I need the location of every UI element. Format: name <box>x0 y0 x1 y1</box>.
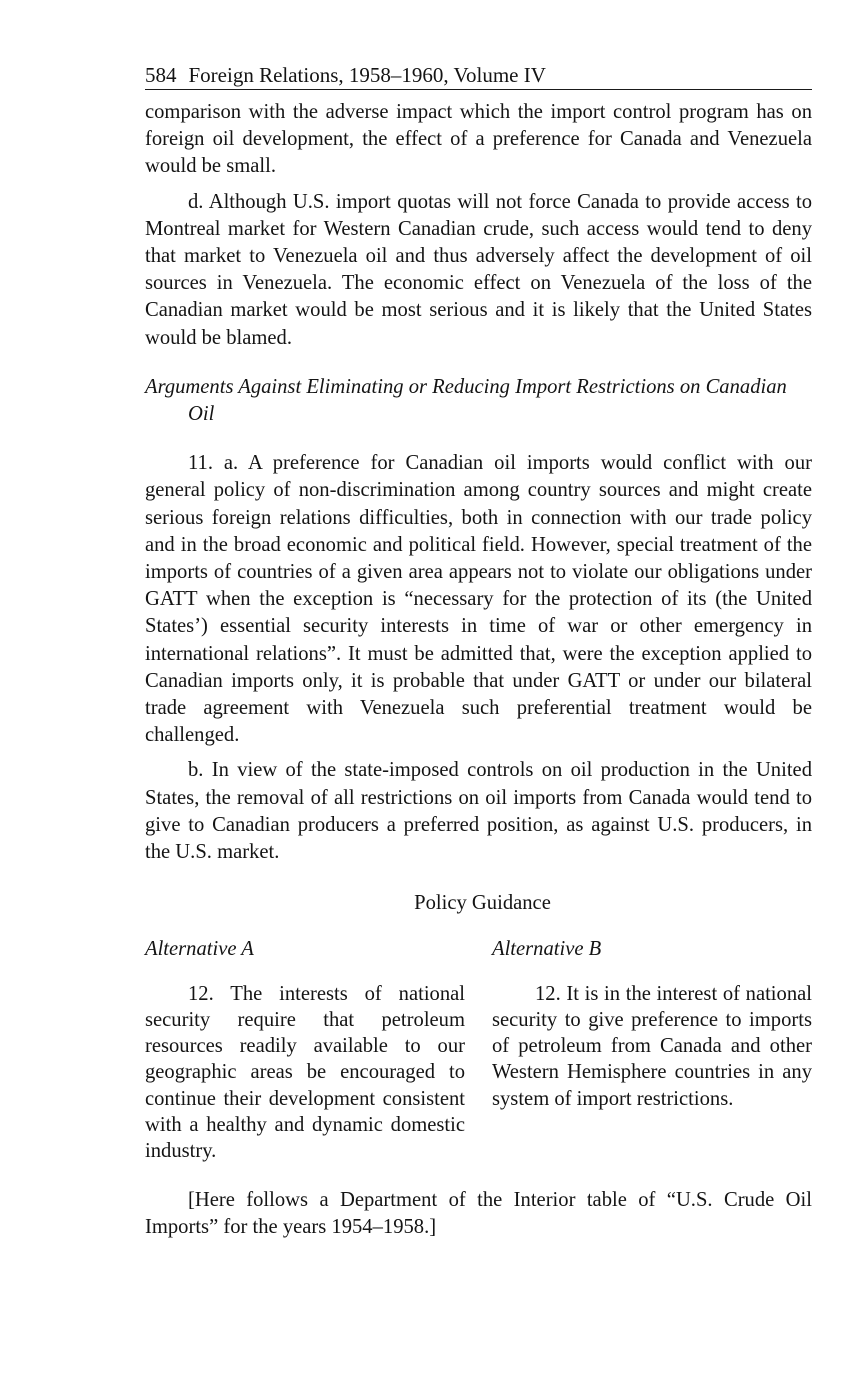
alternative-b-title: Alternative B <box>492 938 602 961</box>
section-heading: Arguments Against Eliminating or Reducing Import Restrictions on Canadian Oil <box>145 375 787 426</box>
paragraph-11b: b. In view of the state-imposed controls on oil production in the United States, the removal of all restrictions on oil imports from Canada would tend to give to Canadian producers a preferred position, as against U.S. producers, in the U.S. market. <box>145 759 812 864</box>
alternative-a-column <box>145 936 465 1164</box>
alternatives-columns <box>145 936 812 1164</box>
paragraph-d: d. Although U.S. import quotas will not force Canada to provide access to Montreal market for Western Canadian crude, such access would tend to deny that market to Venezuela oil and thus adversely affect the development of oil sources in Venezuela. The economic effect on Venezuela of the loss of the Canadian market would be most serious and it is likely that the United States would be blamed. <box>145 190 812 349</box>
alternative-a-title: Alternative A <box>145 938 254 961</box>
paragraph-continuation: comparison with the adverse impact which the import control program has on foreign oil development, the effect of a preference for Canada and Venezuela would be small. <box>145 101 812 178</box>
series-title: Foreign Relations, 1958–1960, Volume IV <box>188 63 546 87</box>
editorial-note: [Here follows a Department of the Interior table of “U.S. Crude Oil Imports” for the years 1954–1958.] <box>145 1189 812 1239</box>
policy-guidance-heading: Policy Guidance <box>414 892 551 915</box>
alternative-b-column <box>492 936 812 1164</box>
paragraph-11a: 11. a. A preference for Canadian oil imports would conflict with our general policy of non-discrimination among country sources and might create serious foreign relations difficulties, both in connection with our trade policy and in the broad economic and political field. However, special treatment of the imports of countries of a given area appears not to violate our obligations under GATT when the exception is “necessary for the protection of its (the United States’) essential security interests in time of war or other emergency in international relations”. It must be admitted that, were the exception applied to Canadian imports only, it is probable that under GATT or under our bilateral trade agreement with Venezuela such preferential treatment would be challenged. <box>145 452 812 747</box>
page-number: 584 <box>145 63 177 87</box>
running-head <box>145 62 812 90</box>
document-page <box>145 62 812 1242</box>
alternative-b-text: 12. It is in the interest of national security to give preference to imports of petroleum from Canada and other Western Hemisphere countries in any system of import restrictions. <box>492 982 812 1110</box>
alternative-a-text: 12. The interests of national security require that petroleum resources readily available to our geographic areas be encouraged to continue their development consistent with a healthy and dynamic domestic industry. <box>145 982 465 1162</box>
